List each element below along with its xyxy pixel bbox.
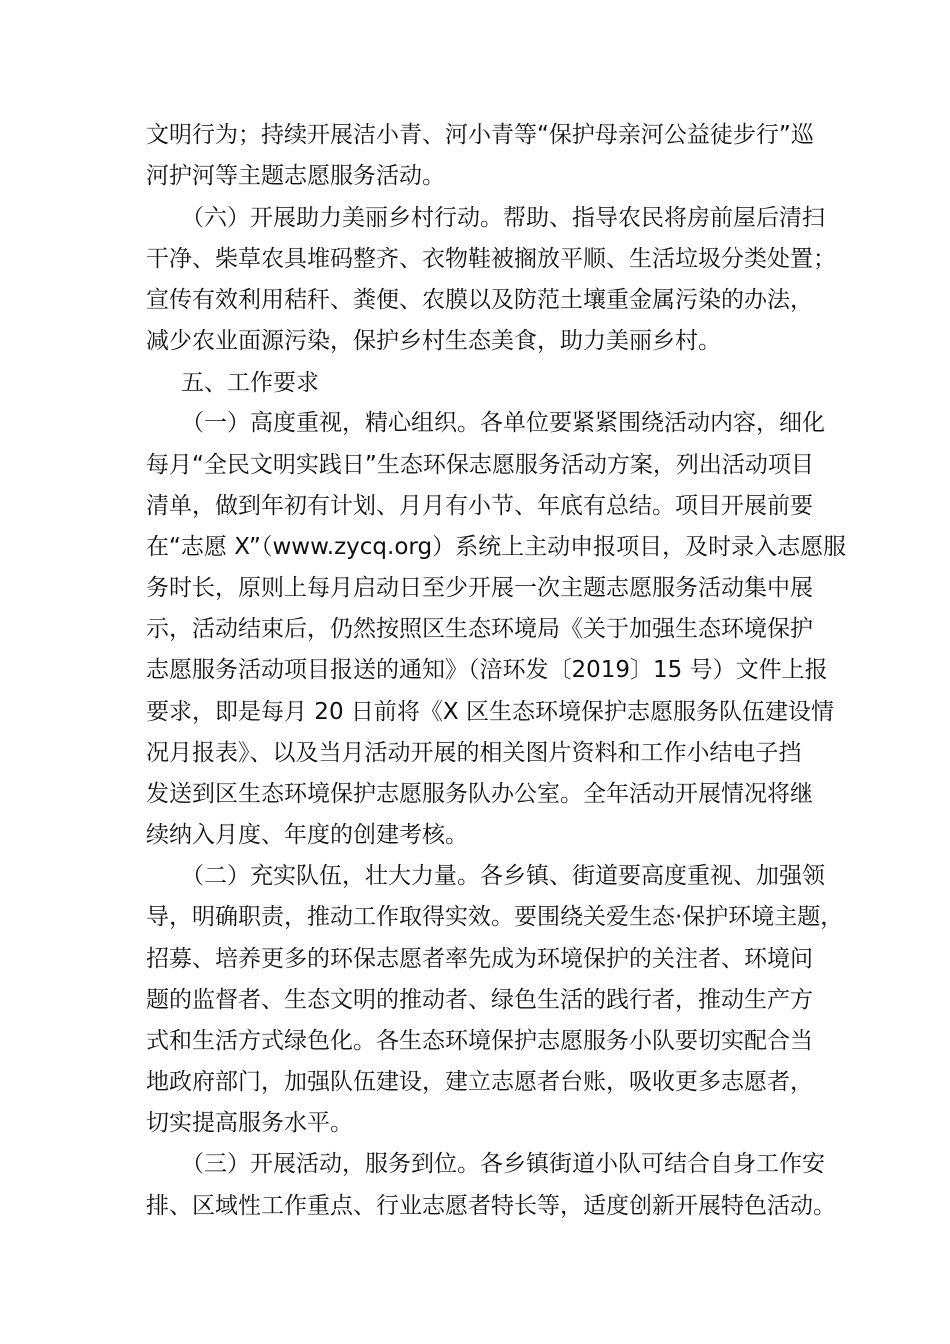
text-line: 题的监督者、生态文明的推动者、绿色生活的践行者，推动生产方 bbox=[146, 987, 813, 1013]
text-line: 示，活动结束后，仍然按照区生态环境局《关于加强生态环境保护 bbox=[146, 616, 813, 642]
text-line: 发送到区生态环境保护志愿服务队办公室。全年活动开展情况将继 bbox=[146, 781, 813, 807]
text-line: （二）充实队伍，壮大力量。各乡镇、街道要高度重视、加强领 bbox=[181, 863, 825, 889]
text-line: 宣传有效利用秸秆、粪便、农膜以及防范土壤重金属污染的办法， bbox=[146, 287, 813, 313]
text-line: 务时长，原则上每月启动日至少开展一次主题志愿服务活动集中展 bbox=[146, 575, 813, 601]
text-line: 清单，做到年初有计划、月月有小节、年底有总结。项目开展前要 bbox=[146, 493, 813, 519]
text-line: （六）开展助力美丽乡村行动。帮助、指导农民将房前屋后清扫 bbox=[181, 205, 825, 231]
text-line: 河护河等主题志愿服务活动。 bbox=[146, 163, 445, 189]
text-line: 志愿服务活动项目报送的通知》（涪环发〔2019〕15 号）文件上报 bbox=[146, 657, 828, 683]
text-line: 况月报表》、以及当月活动开展的相关图片资料和工作小结电子挡 bbox=[146, 740, 802, 766]
text-line: 减少农业面源污染，保护乡村生态美食，助力美丽乡村。 bbox=[146, 328, 721, 354]
text-line: 在“志愿 X”（www.zycq.org）系统上主动申报项目，及时录入志愿服 bbox=[146, 534, 847, 560]
text-line: 每月“全民文明实践日”生态环保志愿服务活动方案，列出活动项目 bbox=[146, 452, 814, 478]
text-line: 式和生活方式绿色化。各生态环境保护志愿服务小队要切实配合当 bbox=[146, 1028, 813, 1054]
text-line: 排、区域性工作重点、行业志愿者特长等，适度创新开展特色活动。 bbox=[146, 1193, 836, 1219]
section-heading: 五、工作要求 bbox=[181, 370, 319, 396]
text-line: 切实提高服务水平。 bbox=[146, 1110, 353, 1136]
text-line: 干净、柴草农具堆码整齐、衣物鞋被搁放平顺、生活垃圾分类处置； bbox=[146, 246, 836, 272]
text-line: 地政府部门，加强队伍建设，建立志愿者台账，吸收更多志愿者， bbox=[146, 1069, 813, 1095]
text-line: 文明行为；持续开展洁小青、河小青等“保护母亲河公益徒步行”巡 bbox=[146, 122, 814, 148]
text-line: 招募、培养更多的环保志愿者率先成为环境保护的关注者、环境问 bbox=[146, 946, 813, 972]
text-line: （一）高度重视，精心组织。各单位要紧紧围绕活动内容，细化 bbox=[181, 410, 825, 436]
text-line: 续纳入月度、年度的创建考核。 bbox=[146, 822, 468, 848]
text-line: 要求，即是每月 20 日前将《X 区生态环境保护志愿服务队伍建设情 bbox=[146, 699, 834, 725]
text-line: 导，明确职责，推动工作取得实效。要围绕关爱生态·保护环境主题， bbox=[146, 904, 844, 930]
text-line: （三）开展活动，服务到位。各乡镇街道小队可结合自身工作安 bbox=[181, 1151, 825, 1177]
